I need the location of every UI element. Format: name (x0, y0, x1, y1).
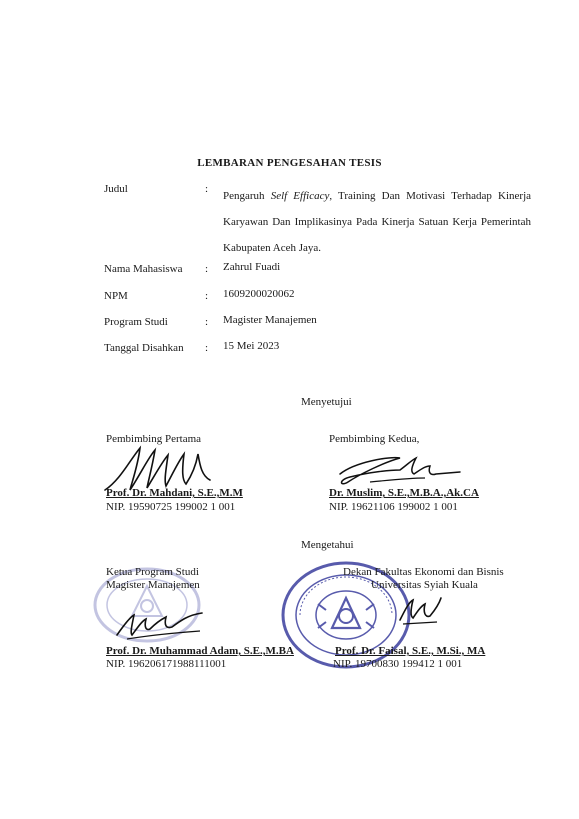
field-value-title (223, 183, 531, 261)
colon: : (205, 263, 209, 275)
document-title: LEMBARAN PENGESAHAN TESIS (197, 157, 382, 169)
field-value-npm: 1609200020062 (223, 288, 295, 300)
dean-role-2: Universitas Syiah Kuala (371, 579, 478, 591)
title-italic: Self Efficacy (270, 190, 330, 202)
field-label-npm: NPM (104, 290, 128, 302)
field-label-date: Tanggal Disahkan (104, 342, 184, 354)
field-label-name: Nama Mahasiswa (104, 263, 183, 275)
colon: : (205, 316, 209, 328)
program-head-signature (112, 605, 207, 643)
second-supervisor-role: Pembimbing Kedua, (329, 433, 420, 445)
field-label-program: Program Studi (104, 316, 168, 328)
field-value-date: 15 Mei 2023 (223, 340, 280, 352)
program-head-role-1: Ketua Program Studi (106, 566, 199, 578)
title-prefix: Pengaruh (223, 190, 271, 202)
first-supervisor-role: Pembimbing Pertama (106, 433, 202, 445)
field-value-name: Zahrul Fuadi (223, 261, 281, 273)
dean-nip: NIP. 19700830 199412 1 001 (333, 658, 463, 670)
title-suffix: , Training Dan Motivasi Terhadap Kinerja Karyawan Dan Implikasinya Pada Kinerja Satuan Kerja Pemerintah Kabupaten Aceh Jaya. (223, 190, 532, 254)
second-supervisor-nip: NIP. 19621106 199002 1 001 (329, 501, 458, 513)
first-supervisor-name: Prof. Dr. Mahdani, S.E.,M.M (106, 487, 243, 499)
field-label-title: Judul (104, 183, 128, 195)
second-supervisor-signature (330, 452, 465, 490)
field-value-program: Magister Manajemen (223, 314, 317, 326)
program-head-role-2: Magister Manajemen (106, 579, 200, 591)
dean-name: Prof. Dr. Faisal, S.E., M.Si., MA (335, 645, 486, 657)
dean-role-1: Dekan Fakultas Ekonomi dan Bisnis (343, 566, 504, 578)
colon: : (205, 183, 209, 195)
colon: : (205, 342, 209, 354)
program-head-nip: NIP. 196206171988111001 (106, 658, 227, 670)
program-head-name: Prof. Dr. Muhammad Adam, S.E.,M.BA (106, 645, 294, 657)
dean-signature (395, 592, 445, 632)
first-supervisor-nip: NIP. 19590725 199002 1 001 (106, 501, 236, 513)
known-heading: Mengetahui (301, 539, 354, 551)
approved-heading: Menyetujui (301, 396, 352, 408)
second-supervisor-name: Dr. Muslim, S.E.,M.B.A.,Ak.CA (329, 487, 479, 499)
colon: : (205, 290, 209, 302)
